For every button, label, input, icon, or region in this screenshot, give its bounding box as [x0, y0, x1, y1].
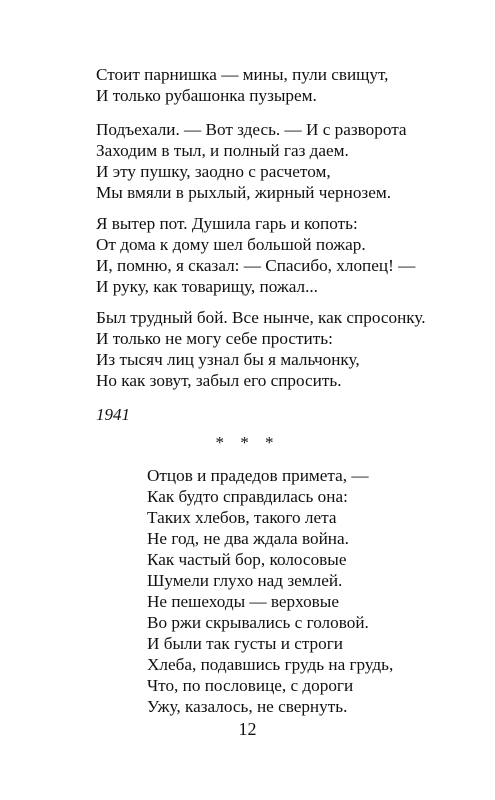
poem-line: Подъехали. — Вот здесь. — И с разворота	[96, 120, 407, 139]
poem-line: Отцов и прадедов примета, —	[147, 466, 369, 485]
poem-line: И были так густы и строги	[147, 634, 343, 653]
poem-line: Не год, не два ждала война.	[147, 529, 349, 548]
poem-line: От дома к дому шел большой пожар.	[96, 235, 366, 254]
poem-line: Был трудный бой. Все нынче, как спросонку.	[96, 308, 426, 327]
poem-line: Во ржи скрывались с головой.	[147, 613, 369, 632]
poem-line: Я вытер пот. Душила гарь и копоть:	[96, 214, 358, 233]
poem-date: 1941	[96, 405, 130, 424]
section-separator: * * *	[215, 433, 280, 452]
poem-line: Как частый бор, колосовые	[147, 550, 347, 569]
poem-line: Что, по пословице, с дороги	[147, 676, 354, 695]
poem-line: Шумели глухо над землей.	[147, 571, 343, 590]
poem-line: И руку, как товарищу, пожал...	[96, 277, 318, 296]
poem-line: Но как зовут, забыл его спросить.	[96, 371, 342, 390]
poem-line: И только рубашонка пузырем.	[96, 86, 317, 105]
poem-line: И, помню, я сказал: — Спасибо, хлопец! —	[96, 256, 416, 275]
poem-line: Как будто справдилась она:	[147, 487, 348, 506]
poem-line: Не пешеходы — верховые	[147, 592, 339, 611]
poem-line: И эту пушку, заодно с расчетом,	[96, 162, 331, 181]
poem-line: Стоит парнишка — мины, пули свищут,	[96, 65, 389, 84]
poem-line: И только не могу себе простить:	[96, 329, 333, 348]
poem-line: Хлеба, подавшись грудь на грудь,	[147, 655, 394, 674]
poem-line: Таких хлебов, такого лета	[147, 508, 337, 527]
poem-line: Ужу, казалось, не свернуть.	[147, 697, 348, 716]
poem-line: Из тысяч лиц узнал бы я мальчонку,	[96, 350, 360, 369]
poem-line: Заходим в тыл, и полный газ даем.	[96, 141, 349, 160]
poem-line: Мы вмяли в рыхлый, жирный чернозем.	[96, 183, 392, 202]
page-number: 12	[238, 719, 257, 739]
